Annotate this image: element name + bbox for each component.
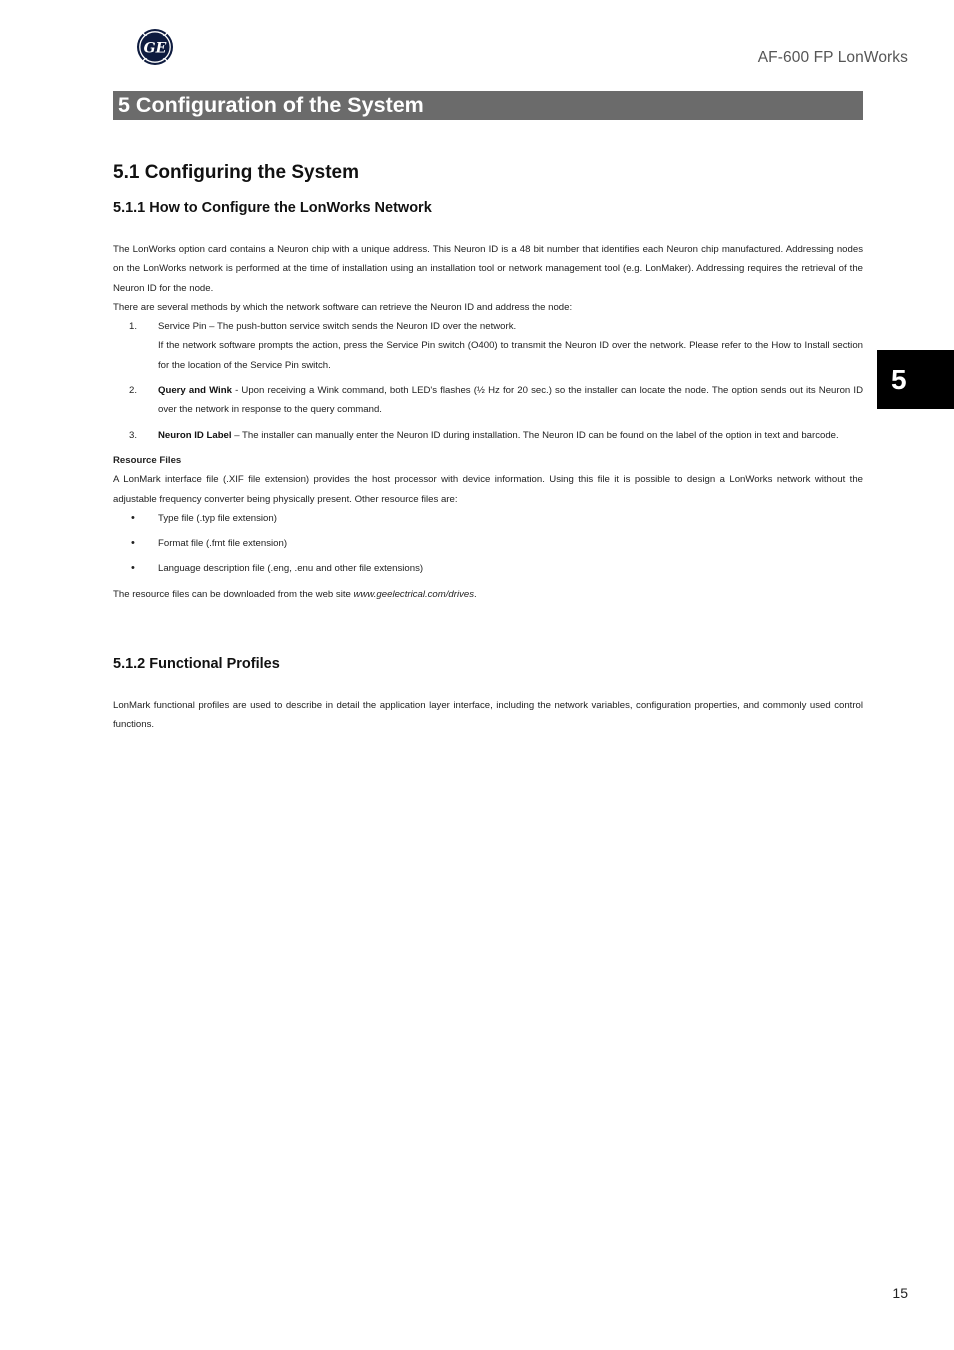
list-item-text: Format file (.fmt file extension) <box>158 538 288 550</box>
list-number: 3. <box>129 429 138 441</box>
methods-intro: There are several methods by which the network software can retrieve the Neuron ID and address the node: <box>113 301 573 313</box>
subsection-title-network: 5.1.1 How to Configure the LonWorks Network <box>113 200 432 216</box>
list-item <box>113 381 863 420</box>
profiles-paragraph: LonMark functional profiles are used to describe in detail the application layer interface, including the network variables, configuration properties, and commonly used control functions. <box>113 700 863 731</box>
chapter-tab-marker: 5 <box>877 350 954 409</box>
download-suffix: . <box>474 588 477 600</box>
list-item <box>113 426 863 445</box>
resource-paragraph: A LonMark interface file (.XIF file extension) provides the host processor with device information. Using this file it is possible to design a LonWorks network without the adjustable frequency converter being physically present. Other resource files are: <box>113 474 863 505</box>
list-item-text: Type file (.typ file extension) <box>158 512 277 524</box>
list-item-extra: If the network software prompts the action, press the Service Pin switch (O400) to transmit the Neuron ID over the network. Please refer to the How to Install section for the location of the Service Pin switch. <box>158 340 863 371</box>
download-link[interactable]: www.geelectrical.com/drives <box>353 588 475 600</box>
list-item-text: Language description file (.eng, .enu and other file extensions) <box>158 563 424 575</box>
svg-text:GE: GE <box>143 40 167 57</box>
subsection-body-network <box>113 240 863 604</box>
intro-paragraph: The LonWorks option card contains a Neuron chip with a unique address. This Neuron ID is a 48 bit number that identifies each Neuron chip manufactured. Addressing nodes on the LonWorks network is performed at the time of installation using an installation tool or network management tool (e.g. LonMaker). Addressing requires the retrieval of the Neuron ID for the node. <box>113 244 863 294</box>
resource-files-heading: Resource Files <box>113 454 182 466</box>
list-item <box>113 317 863 375</box>
list-item-bold: Neuron ID Label <box>158 429 232 441</box>
ge-logo-icon <box>136 28 174 66</box>
list-number: 2. <box>129 385 138 397</box>
list-item <box>113 509 863 528</box>
download-prefix: The resource files can be downloaded from the web site <box>113 588 354 600</box>
bullet-icon: • <box>131 511 135 524</box>
page-number: 15 <box>892 1285 908 1301</box>
list-item <box>113 534 863 553</box>
list-number: 1. <box>129 321 138 333</box>
subsection-title-profiles: 5.1.2 Functional Profiles <box>113 656 280 672</box>
bullet-icon: • <box>131 537 135 550</box>
list-item <box>113 559 863 578</box>
list-item-text: - Upon receiving a Wink command, both LED's flashes (½ Hz for 20 sec.) so the installer can locate the node. The option sends out its Neuron ID over the network in response to the query command. <box>158 385 863 416</box>
document-title: AF-600 FP LonWorks <box>757 49 908 66</box>
resource-list <box>113 509 863 579</box>
download-paragraph <box>113 585 863 604</box>
list-item-bold: Query and Wink <box>158 385 232 397</box>
bullet-icon: • <box>131 562 135 575</box>
methods-list <box>113 317 863 445</box>
list-item-text: Service Pin – The push-button service switch sends the Neuron ID over the network. <box>158 321 517 333</box>
subsection-body-profiles <box>113 696 863 735</box>
ge-logo <box>136 28 174 66</box>
list-item-text: – The installer can manually enter the Neuron ID during installation. The Neuron ID can be found on the label of the option in text and barcode. <box>231 429 839 441</box>
section-title: 5.1 Configuring the System <box>113 162 359 183</box>
chapter-title: 5 Configuration of the System <box>113 91 863 120</box>
